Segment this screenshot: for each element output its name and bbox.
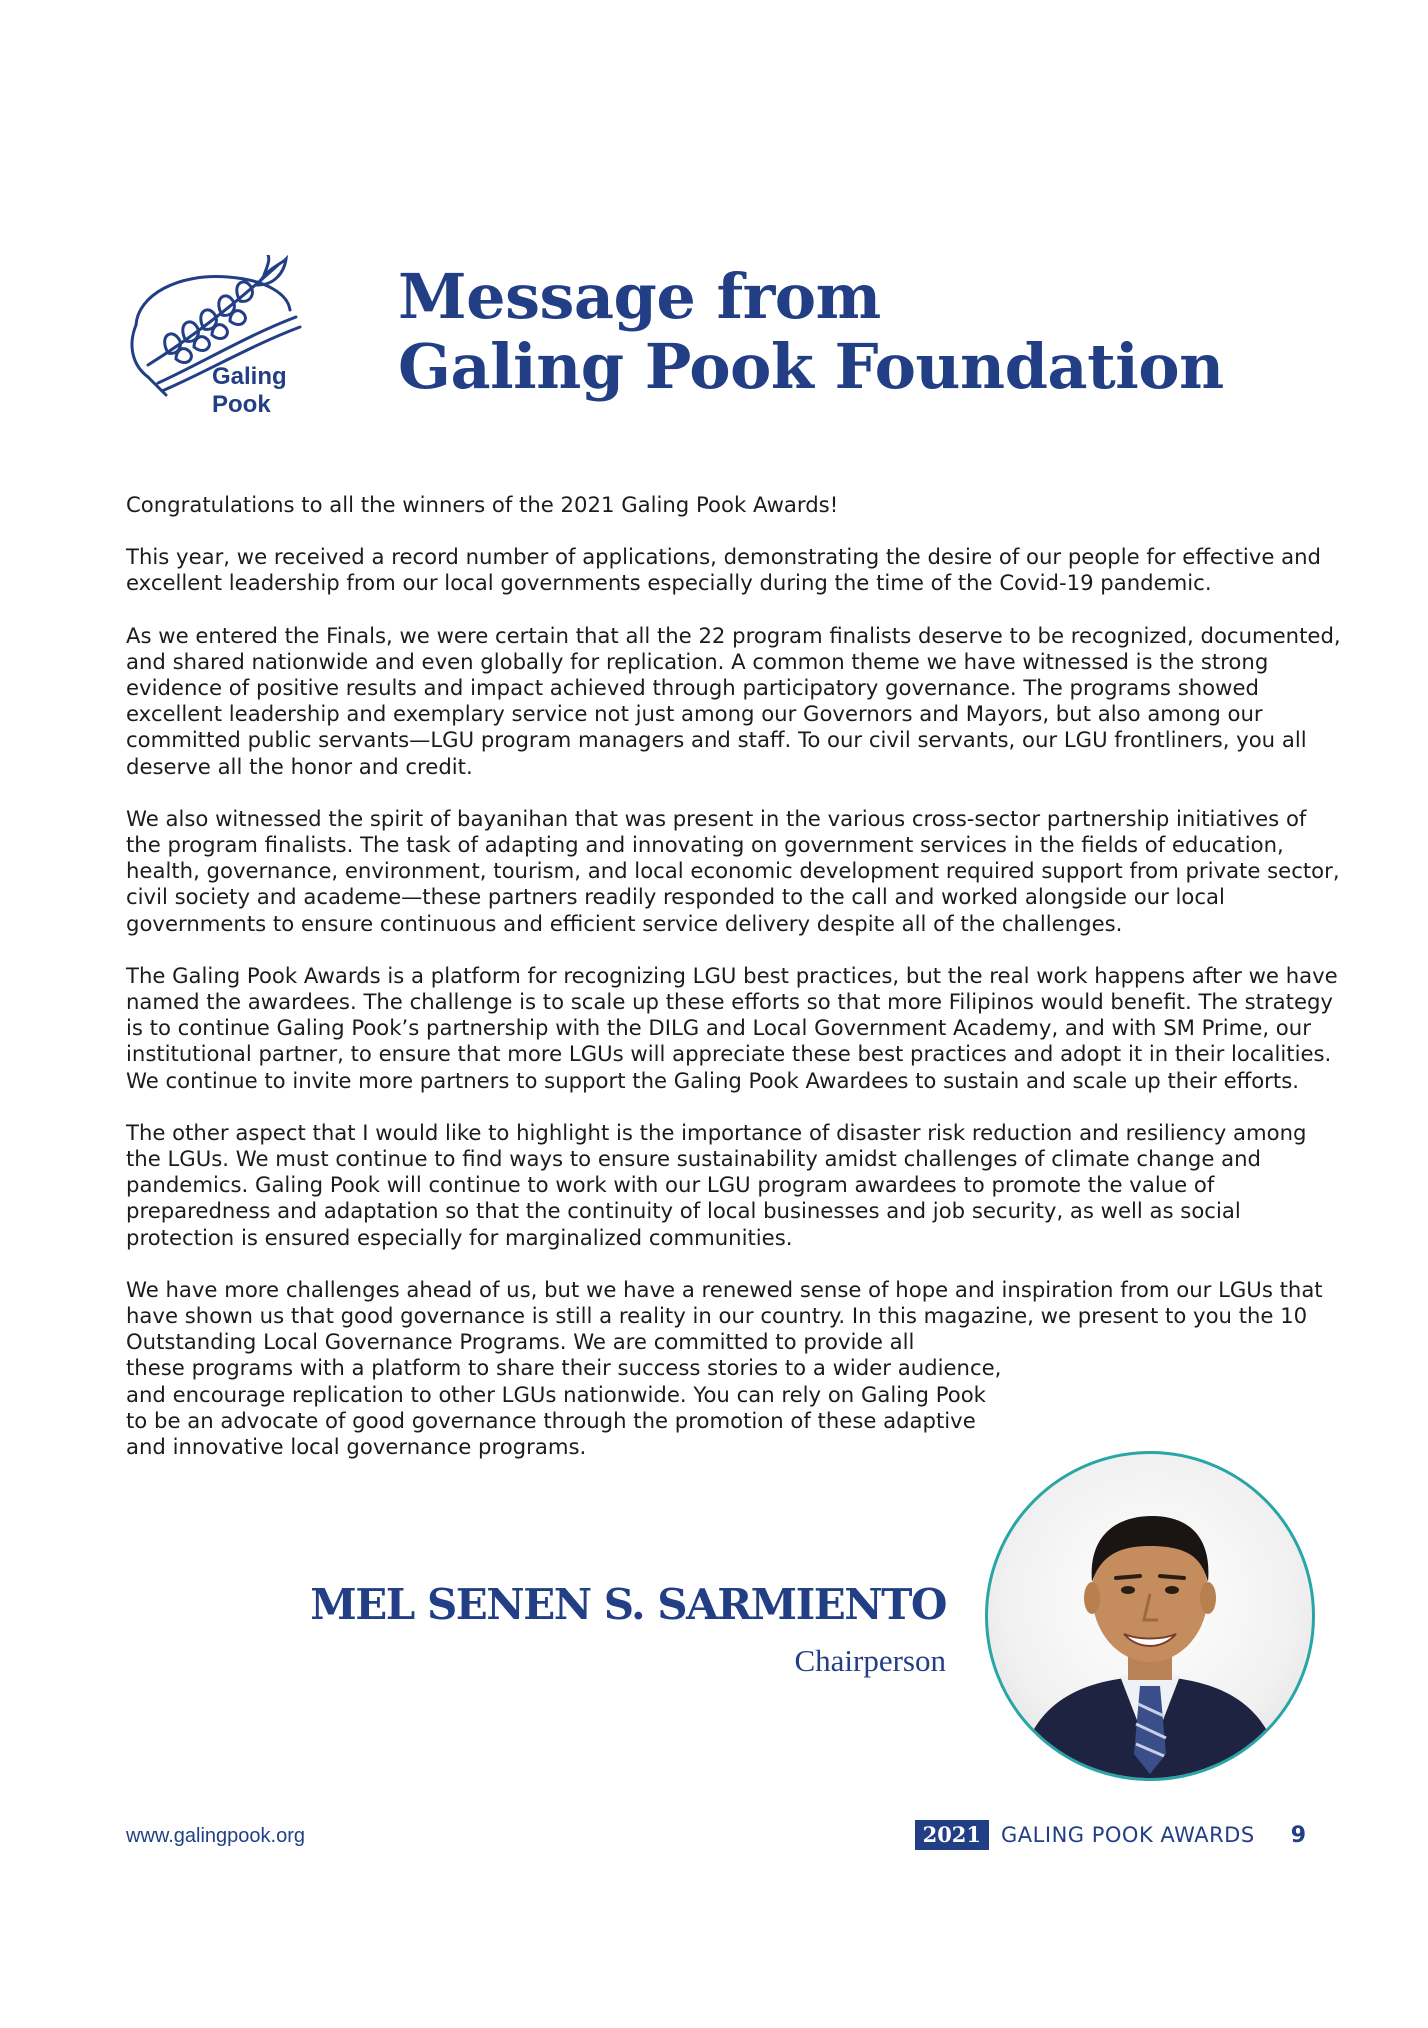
title-line-2: Galing Pook Foundation (398, 330, 1224, 403)
paragraph: The Galing Pook Awards is a platform for recognizing LGU best practices, but the real work happens after we have named the awardees. The challenge is to scale up these efforts so that more Filipinos would benefit. The strategy is to continue Galing Pook’s partnership with the DILG and Local Government Academy, and with SM Prime, our institutional partner, to ensure that more LGUs will appreciate these best practices and adopt it in their localities. We continue to invite more partners to support the Galing Pook Awardees to sustain and scale up their efforts. (126, 962, 1338, 1093)
title-line-1: Message from (398, 260, 881, 333)
person-portrait-icon (988, 1454, 1312, 1778)
galing-pook-logo (118, 255, 340, 418)
paragraph: We also witnessed the spirit of bayanihan that was present in the various cross-sector partnership initiatives of the program finalists. The task of adapting and innovating on government services in the fields of education, health, governance, environment, tourism, and local economic development required support from private sector, civil society and academe—these partners readily responded to the call and worked alongside our local governments to ensure continuous and efficient service delivery despite all of the challenges. (126, 805, 1340, 936)
message-body (126, 492, 1341, 1460)
page-number: 9 (1290, 1822, 1306, 1848)
paragraph: The other aspect that I would like to highlight is the importance of disaster risk reduction and resiliency among the LGUs. We must continue to find ways to ensure sustainability amidst challenges of climate change and pandemics. Galing Pook will continue to work with our LGU program awardees to promote the value of preparedness and adaptation so that the continuity of local businesses and job security, as well as social protection is ensured especially for marginalized communities. (126, 1119, 1307, 1250)
closing-text-2: these programs with a platform to share their success stories to a wider audience, and encourage replication to other LGUs nationwide. You can rely on Galing Pook to be an advocate of good governance through the promotion of these adaptive and innovative local governance programs. (126, 1355, 1002, 1460)
logo-text: Galing Pook (212, 363, 287, 418)
year-badge: 2021 (915, 1820, 989, 1850)
closing-text-1: We have more challenges ahead of us, but we have a renewed sense of hope and inspiration from our LGUs that have shown us that good governance is still a reality in our country. In this magazine, we present to you the 10 Outstanding Local Governance Programs. We are committed to provide all (126, 1276, 1323, 1355)
footer-website-link[interactable]: www.galingpook.org (126, 1825, 305, 1847)
page-title (398, 262, 1224, 402)
signatory-name: MEL SENEN S. SARMIENTO (310, 1580, 946, 1629)
portrait-photo (985, 1451, 1315, 1781)
footer-publication-label (915, 1818, 1306, 1852)
publication-title: GALING POOK AWARDS (1001, 1823, 1255, 1847)
paragraph: As we entered the Finals, we were certain that all the 22 program finalists deserve to be recognized, documented, and shared nationwide and even globally for replication. A common theme we have witnessed is the strong evidence of positive results and impact achieved through participatory governance. The programs showed excellent leadership and exemplary service not just among our Governors and Mayors, but also among our committed public servants—LGU program managers and staff. To our civil servants, our LGU frontliners, you all deserve all the honor and credit. (126, 622, 1341, 779)
closing-paragraph (126, 1277, 1341, 1460)
signatory-role: Chairperson (794, 1643, 946, 1678)
paragraph: This year, we received a record number of applications, demonstrating the desire of our people for effective and excellent leadership from our local governments especially during the time of the Covid-19 pandemic. (126, 544, 1321, 596)
paragraph: Congratulations to all the winners of the 2021 Galing Pook Awards! (126, 492, 839, 517)
